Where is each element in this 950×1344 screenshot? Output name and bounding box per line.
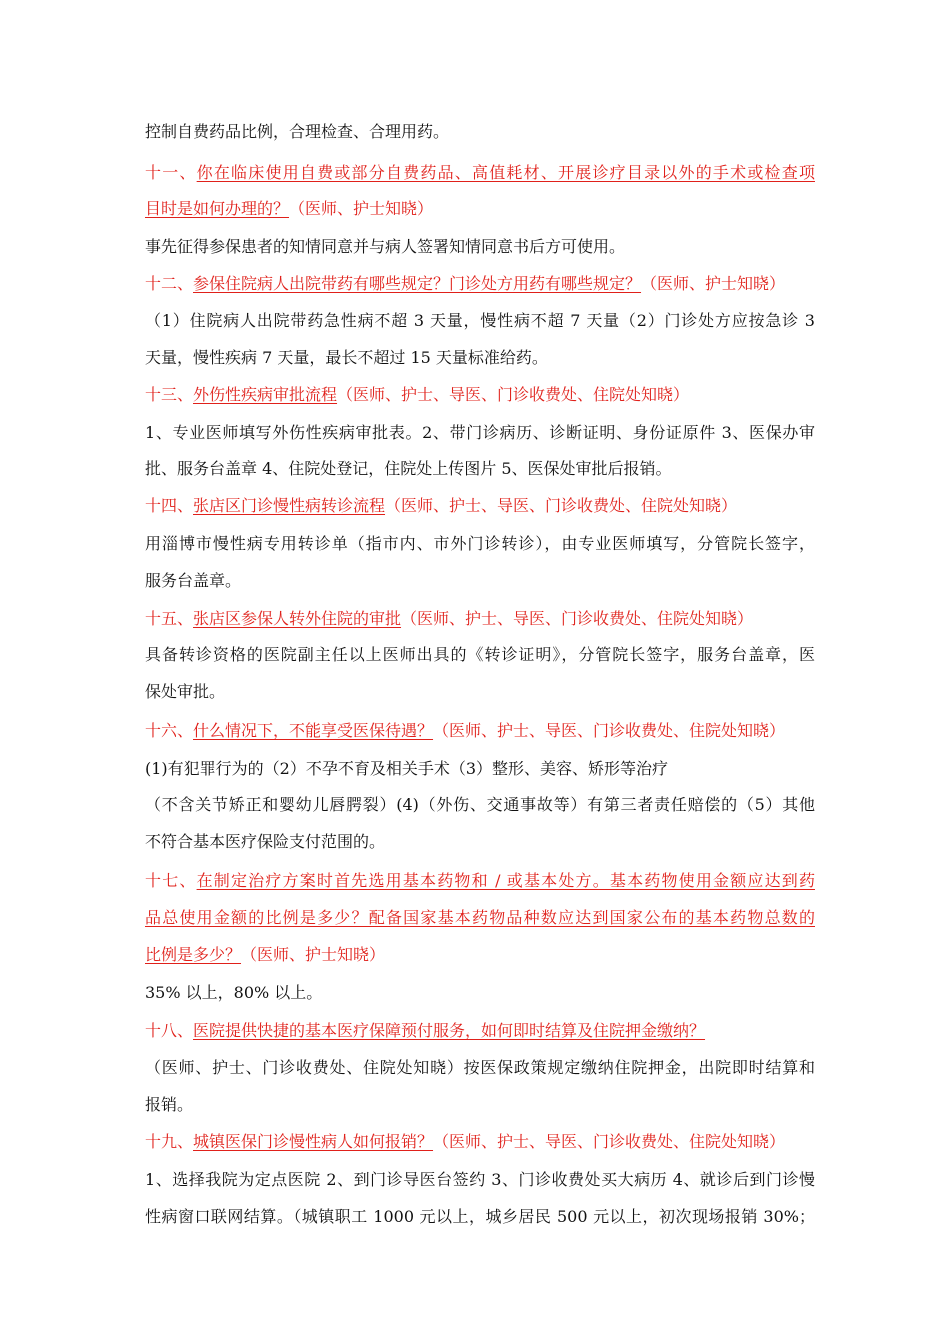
question-audience: （医师、护士知晓） — [641, 274, 786, 293]
question-17-title-line-3 — [145, 945, 815, 965]
question-audience: （医师、护士、导医、门诊收费处、住院处知晓） — [433, 721, 786, 740]
question-number: 十七、 — [145, 871, 197, 890]
question-text: 什么情况下，不能享受医保待遇？ — [193, 721, 434, 740]
question-text: 张店区参保人转外住院的审批 — [193, 609, 402, 628]
question-15-title — [145, 609, 815, 629]
question-audience: （医师、护士知晓） — [241, 945, 386, 964]
question-text: 比例是多少？ — [145, 945, 242, 964]
question-text: 品总使用金额的比例是多少？配备国家基本药物品种数应达到国家公布的基本药物总数的 — [145, 908, 815, 927]
question-number: 十三、 — [145, 385, 194, 404]
question-audience: （医师、护士、导医、门诊收费处、住院处知晓） — [433, 1132, 786, 1151]
answer-14-line-2: 服务台盖章。 — [145, 571, 242, 590]
answer-18-line-2: 报销。 — [145, 1095, 194, 1114]
question-audience: （医师、护士、导医、门诊收费处、住院处知晓） — [385, 496, 738, 515]
question-audience: （医师、护士、导医、门诊收费处、住院处知晓） — [337, 385, 690, 404]
question-number: 十一、 — [145, 163, 197, 182]
answer-16-line-2: （不含关节矫正和婴幼儿唇腭裂）(4)（外伤、交通事故等）有第三者责任赔偿的（5）其他 — [145, 795, 815, 814]
answer-13-line-1: 1、专业医师填写外伤性疾病审批表。2、带门诊病历、诊断证明、身份证原件 3、医保办审 — [145, 423, 815, 442]
question-text: 目时是如何办理的？ — [145, 199, 290, 218]
question-11-title-line-2 — [145, 199, 815, 219]
question-number: 十二、 — [145, 274, 194, 293]
question-11-title-line-1 — [145, 163, 815, 183]
answer-14-line-1: 用淄博市慢性病专用转诊单（指市内、市外门诊转诊），由专业医师填写，分管院长签字， — [145, 534, 815, 553]
question-number: 十八、 — [145, 1021, 194, 1040]
question-text: 城镇医保门诊慢性病人如何报销？ — [193, 1132, 434, 1151]
question-number: 十六、 — [145, 721, 194, 740]
question-text: 张店区门诊慢性病转诊流程 — [193, 496, 386, 515]
question-number: 十四、 — [145, 496, 194, 515]
question-text: 参保住院病人出院带药有哪些规定？门诊处方用药有哪些规定？ — [193, 274, 642, 293]
answer-11: 事先征得参保患者的知情同意并与病人签署知情同意书后方可使用。 — [145, 237, 626, 256]
question-12-title — [145, 274, 815, 294]
question-13-title — [145, 385, 815, 405]
question-number: 十九、 — [145, 1132, 194, 1151]
question-text: 你在临床使用自费或部分自费药品、高值耗材、开展诊疗目录以外的手术或检查项 — [196, 163, 815, 182]
question-17-title-line-1 — [145, 871, 815, 891]
question-text: 医院提供快捷的基本医疗保障预付服务，如何即时结算及住院押金缴纳？ — [193, 1021, 706, 1040]
question-audience: （医师、护士、导医、门诊收费处、住院处知晓） — [401, 609, 754, 628]
answer-15-line-1: 具备转诊资格的医院副主任以上医师出具的《转诊证明》，分管院长签字，服务台盖章，医 — [145, 645, 815, 664]
question-number: 十五、 — [145, 609, 194, 628]
answer-13-line-2: 批、服务台盖章 4、住院处登记，住院处上传图片 5、医保处审批后报销。 — [145, 459, 672, 478]
question-14-title — [145, 496, 815, 516]
question-18-title — [145, 1021, 815, 1041]
answer-18-line-1: （医师、护士、门诊收费处、住院处知晓）按医保政策规定缴纳住院押金，出院即时结算和 — [145, 1058, 815, 1077]
answer-19-line-1: 1、选择我院为定点医院 2、到门诊导医台签约 3、门诊收费处买大病历 4、就诊后到门诊慢 — [145, 1170, 815, 1189]
answer-19-line-2: 性病窗口联网结算。（城镇职工 1000 元以上，城乡居民 500 元以上，初次现场报销 30%； — [145, 1207, 815, 1226]
answer-17: 35% 以上，80% 以上。 — [145, 983, 323, 1002]
paragraph-line: 控制自费药品比例，合理检查、合理用药。 — [145, 122, 450, 141]
question-text: 在制定治疗方案时首先选用基本药物和 / 或基本处方。基本药物使用金额应达到药 — [196, 871, 815, 890]
question-19-title — [145, 1132, 815, 1152]
answer-15-line-2: 保处审批。 — [145, 682, 226, 701]
answer-12-line-1: （1）住院病人出院带药急性病不超 3 天量，慢性病不超 7 天量（2）门诊处方应按急诊 3 — [145, 311, 815, 330]
question-audience: （医师、护士知晓） — [289, 199, 434, 218]
question-17-title-line-2 — [145, 908, 815, 928]
answer-16-line-1: (1)有犯罪行为的（2）不孕不育及相关手术（3）整形、美容、矫形等治疗 — [145, 759, 669, 778]
answer-16-line-3: 不符合基本医疗保险支付范围的。 — [145, 832, 386, 851]
question-text: 外伤性疾病审批流程 — [193, 385, 338, 404]
answer-12-line-2: 天量，慢性疾病 7 天量，最长不超过 15 天量标准给药。 — [145, 348, 548, 367]
question-16-title — [145, 721, 815, 741]
